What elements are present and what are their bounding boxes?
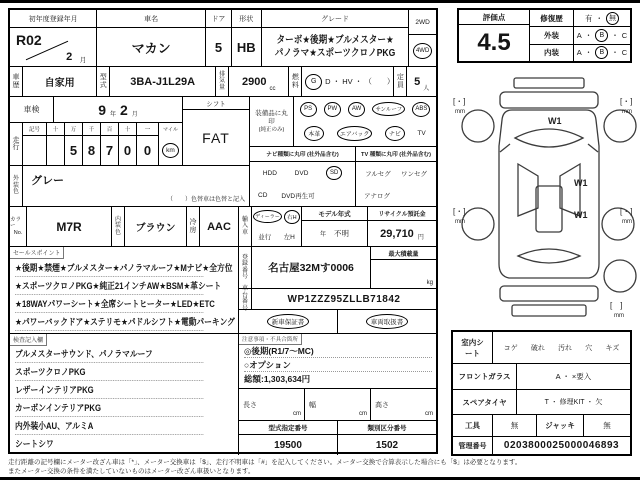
- mileage-row: [10, 123, 182, 165]
- recycle-value-wrap: [368, 221, 436, 246]
- tv-type-items: [356, 162, 436, 206]
- body-color-value: グレー: [31, 175, 64, 187]
- recycle-value: 29,710: [380, 227, 414, 240]
- ac-label: 冷房: [187, 207, 200, 246]
- payload-value-wrap: [371, 260, 436, 288]
- mileage-col-man: 万: [65, 123, 83, 135]
- rating-grades: [530, 10, 630, 61]
- shift-cell: [182, 97, 249, 165]
- equipment-label: 装備品に丸印: [255, 109, 288, 125]
- caution-line: ○オプション: [244, 358, 432, 372]
- registration-label: 登録番号: [239, 247, 252, 288]
- ac-value: AAC: [207, 220, 231, 233]
- model-code-cell: [97, 67, 216, 96]
- capacity-cell: [394, 67, 436, 96]
- recycle-cell: [368, 207, 436, 246]
- dimensions-row: [239, 389, 436, 421]
- tv-items-row1: [356, 162, 436, 184]
- w1-mark-front: W1: [548, 116, 562, 126]
- inspector-notes-box: [10, 334, 239, 455]
- displacement-number: 2900: [241, 75, 267, 88]
- displacement-unit: cc: [269, 86, 276, 92]
- nav-tv-headers: [250, 147, 436, 162]
- fuel-options: [302, 67, 393, 96]
- door-value: 5: [214, 39, 223, 55]
- fuel-other-options: D ・ HV ・ （ ）: [325, 77, 395, 86]
- capacity-label: 定員: [394, 67, 407, 96]
- height-unit: cm: [425, 411, 433, 417]
- vehicle-diagram: [452, 74, 640, 326]
- equipment-nav-block: [249, 97, 436, 206]
- nav-items-row1: [250, 162, 355, 184]
- repair-sep: ・: [595, 13, 603, 23]
- inspection-value: [54, 97, 182, 122]
- drive-4wd-wrap: [409, 35, 436, 66]
- footer-line1: 走行距離の記号欄にメーター改ざん車は「*」、メーター交換車は「$」、走行不明車は「#」を記入してください。メーター交換で合算表示した場合にも「$」は必要となります。: [8, 459, 522, 466]
- tools-row: [453, 415, 630, 437]
- mileage-digit-ju: 0: [119, 136, 137, 165]
- body-color-row: [10, 165, 249, 206]
- first-reg-month-unit: 月: [79, 57, 87, 64]
- model-code-value: 3BA-J1L29A: [130, 75, 196, 88]
- nav-sd-circled: SD: [326, 166, 342, 180]
- mileage-digit-ichi: 0: [143, 143, 152, 158]
- inspection-year: 9: [98, 101, 106, 118]
- color-block: [10, 207, 239, 246]
- import-rh-circled: 右H: [284, 210, 300, 224]
- jack-value: 無: [603, 421, 611, 430]
- type-numbers-row: [239, 421, 436, 455]
- nav-cd: CD: [258, 191, 268, 199]
- car-name-value: マカン: [131, 40, 171, 56]
- interior-color-label: 内装色: [112, 207, 125, 246]
- inspection-year-unit: 年: [109, 112, 116, 118]
- seat-label: 室内シート: [453, 332, 493, 363]
- tv-analog: アナログ: [364, 192, 390, 200]
- sales-line: ★18WAYパワーシート★全席シートヒーター★LED★ETC: [15, 295, 203, 313]
- nav-type-items: [250, 162, 356, 206]
- payload-unit: kg: [426, 280, 433, 286]
- repair-history-label: 修復歴: [530, 10, 574, 26]
- model-code-label: 型式: [97, 67, 110, 96]
- shape-value: HB: [236, 39, 256, 55]
- length-label: 長さ: [243, 402, 257, 409]
- shape-label: 形状: [232, 10, 261, 28]
- equipment-items: [294, 97, 436, 146]
- chassis-value: WP1ZZZ95ZLLB71842: [287, 293, 401, 305]
- spec-row: [10, 66, 436, 96]
- tv-items-row2: [356, 184, 436, 206]
- body-color-label: 外装色: [10, 166, 23, 206]
- grade-label: グレード: [262, 10, 409, 28]
- mileage-header-row: [23, 123, 158, 136]
- right-mirror: [588, 144, 598, 152]
- mileage-digit-10man: [47, 136, 65, 165]
- import-dealer-circled: ディーラー: [253, 210, 282, 223]
- tv-oneseg: ワンセグ: [400, 170, 427, 178]
- color-no-value: M7R: [27, 207, 112, 246]
- mileage-col-10man: 十: [47, 123, 65, 135]
- cautions-dims-block: [239, 334, 436, 455]
- tread-unit-rr: mm: [622, 219, 632, 225]
- seat-condition-row: [453, 332, 630, 364]
- length-cell: [239, 389, 305, 420]
- center-console: [536, 186, 562, 232]
- exterior-sep2: ・: [611, 30, 619, 40]
- model-year-value-wrap: [302, 221, 367, 246]
- equipment-leather-circled: 本革: [304, 126, 324, 141]
- sales-registration-row: [10, 246, 436, 333]
- model-year-label: モデル年式: [302, 207, 367, 221]
- shape-cell: [232, 10, 262, 66]
- mileage-unit-mile: マイル: [163, 126, 178, 133]
- registration-cell: [239, 247, 371, 288]
- shift-label: シフト: [183, 97, 249, 110]
- score-value: 4.5: [477, 29, 511, 56]
- interior-b-circled: B: [595, 46, 608, 59]
- management-label: 管理番号: [453, 437, 493, 454]
- rating-box: [457, 8, 632, 63]
- spare-tire-value: T ・ 修理KIT ・ 欠: [544, 399, 603, 406]
- grade-line2: パノラマ★スポーツクロノPKG: [274, 48, 396, 59]
- chassis-label: 車台番号: [239, 289, 252, 309]
- first-reg-year: R02: [16, 32, 42, 48]
- shift-value: FAT: [202, 129, 230, 146]
- interior-color-value: ブラウン: [125, 207, 187, 246]
- inspector-line: ブルメスターサウンド、パノラマルーフ: [15, 345, 203, 363]
- title-row: [10, 10, 436, 66]
- rear-bumper: [500, 286, 598, 301]
- nav-type-header: ナビ種類に丸印 (社外品含む): [250, 147, 356, 161]
- tv-fullseg: フルセグ: [365, 170, 391, 178]
- equipment-items-row2: [294, 122, 436, 147]
- front-bumper: [500, 92, 598, 108]
- management-row: [453, 437, 630, 454]
- seat-scratch: キズ: [605, 344, 620, 352]
- inspector-notes-tab: 検査記入欄: [10, 334, 47, 346]
- width-cell: [305, 389, 371, 420]
- import-parallel: 並行: [258, 233, 272, 241]
- displacement-label: 排気量: [216, 67, 229, 96]
- sales-line: ★後期★禁煙★ブルメスター★パノラマルーフ★Mナビ★全方位: [15, 259, 203, 277]
- score-label: 評価点: [459, 10, 529, 25]
- mileage-unit-km-circled: km: [162, 143, 179, 158]
- equipment-label-sub: (純正のみ): [258, 126, 285, 133]
- inspector-line: カーボンインテリアPKG: [15, 399, 203, 417]
- equipment-abs-circled: ABS: [412, 102, 430, 117]
- tread-mark-fl: [・]: [453, 97, 466, 106]
- payload-label: 最大積載量: [371, 247, 436, 260]
- mileage-grid: [23, 123, 158, 165]
- interior-c: C: [621, 48, 628, 58]
- model-year-unit: 年: [319, 232, 326, 238]
- body-color-cell: [23, 166, 249, 206]
- height-label: 高さ: [375, 402, 389, 409]
- windshield-label: フロントガラス: [453, 364, 517, 389]
- equipment-label-cell: [250, 97, 294, 146]
- right-door-panel: [560, 164, 580, 216]
- import-label: 輸入車: [239, 207, 252, 246]
- payload-cell: [371, 247, 436, 288]
- warranty-doc-wrap: [239, 310, 338, 333]
- tread-unit-fr: mm: [622, 109, 632, 115]
- width-unit: cm: [359, 411, 367, 417]
- rear-window: [518, 249, 580, 263]
- capacity-value: [407, 67, 436, 96]
- interior-sep2: ・: [611, 48, 619, 58]
- warranty-doc-circled: 新車保証書: [267, 314, 310, 329]
- tread-mark-fr: [・]: [620, 97, 633, 106]
- w1-mark-middle: W1: [574, 178, 588, 188]
- type-no-label: 型式指定番号: [239, 421, 337, 435]
- equipment-section: [250, 97, 436, 147]
- inspection-row: [10, 97, 182, 123]
- left-mirror: [500, 144, 510, 152]
- model-year-cell: [302, 207, 368, 246]
- condition-table: [451, 330, 632, 456]
- mileage-label: 走行: [10, 123, 23, 165]
- middle-left: [10, 97, 249, 206]
- displacement-value: [229, 67, 288, 96]
- color-no-label-2: No.: [13, 229, 23, 236]
- height-cell: [371, 389, 436, 420]
- exterior-sep1: ・: [584, 30, 593, 40]
- inspector-line: スポーツクロノPKG: [15, 363, 203, 381]
- exterior-grade-value: [574, 27, 630, 43]
- fuel-cell: [289, 67, 394, 96]
- nav-items-row2: [250, 184, 355, 206]
- interior-grade-label: 内装: [530, 45, 574, 61]
- spare-tire-row: [453, 390, 630, 415]
- car-name-label: 車名: [97, 10, 205, 28]
- top-border-rule: [0, 0, 640, 3]
- sales-line: ★スポーツクロノPKG★純正21インチAW★BSM★革シート: [15, 277, 203, 295]
- first-registration-cell: [10, 10, 97, 66]
- inspection-mileage-shift: [10, 97, 249, 165]
- mileage-unit-cell: [158, 123, 182, 165]
- type-no-value: 19500: [274, 439, 302, 451]
- seat-burn: コゲ: [503, 344, 518, 352]
- equipment-navi-circled: ナビ: [385, 126, 405, 141]
- repair-yes: 有: [585, 13, 593, 23]
- score-cell: [459, 10, 530, 61]
- documents-row: [239, 310, 436, 333]
- main-table: [8, 8, 438, 454]
- manual-doc-wrap: [338, 310, 436, 333]
- mileage-col-hyaku: 百: [101, 123, 119, 135]
- chassis-row: [239, 286, 436, 312]
- tread-unit-fl: mm: [455, 109, 465, 115]
- import-row2: [252, 227, 301, 247]
- seat-items: [493, 332, 630, 363]
- drive-4wd-circled: 4WD: [413, 43, 432, 59]
- mileage-digit-row: [23, 136, 158, 165]
- inspector-line: シートシワ: [15, 439, 54, 449]
- color-no-label: [10, 207, 27, 246]
- interior-sep1: ・: [584, 48, 593, 58]
- sales-points-box: [10, 247, 239, 333]
- color-no-label-1: カラー: [10, 216, 22, 230]
- door-cell: [206, 10, 232, 66]
- spare-tire-label: スペアタイヤ: [453, 390, 517, 414]
- fuel-label: 燃料: [289, 67, 302, 96]
- first-registration-label: 初年度登録年月: [10, 10, 96, 28]
- footer-notes: [8, 458, 632, 476]
- history-cell: [10, 67, 97, 96]
- mileage-col-ju: 十: [119, 123, 137, 135]
- interior-grade-value: [574, 45, 630, 61]
- manual-doc-circled: 車両取扱書: [366, 314, 409, 329]
- inspection-month-unit: 月: [131, 112, 138, 118]
- inspection-label: 車検: [10, 97, 54, 122]
- bottom-block: [10, 333, 436, 455]
- tread-unit-rl: mm: [455, 219, 465, 225]
- inspector-line: レザーインテリアPKG: [15, 381, 203, 399]
- nav-hdd: HDD: [262, 169, 277, 177]
- inspection-mileage: [10, 97, 182, 165]
- windshield: [515, 129, 583, 147]
- left-door-panel: [518, 164, 538, 216]
- mileage-unit-km-wrap: [159, 135, 182, 165]
- tools-label: 工具: [453, 415, 493, 436]
- mileage-digit-kigo: [23, 136, 47, 165]
- rear-left-wheel: [462, 208, 494, 240]
- cautions-box: [239, 334, 436, 389]
- exterior-grade-row: [530, 27, 630, 44]
- mileage-digit-hyaku: 7: [101, 136, 119, 165]
- middle-block: [10, 96, 436, 206]
- seat-tear: 破れ: [530, 344, 545, 352]
- rear-lower-panel: [512, 305, 586, 316]
- exterior-b-circled: B: [595, 29, 608, 42]
- displacement-cell: [216, 67, 289, 96]
- import-options: [252, 207, 301, 246]
- mileage-col-ichi: 一: [144, 127, 151, 133]
- car-body-outline: [499, 110, 599, 278]
- interior-a: A: [576, 48, 582, 58]
- registration-value: 名古屋32Mす0006: [268, 262, 354, 274]
- grade-value: [262, 28, 409, 66]
- spare-wheel: [604, 260, 636, 292]
- inspection-month: 2: [120, 101, 128, 118]
- tread-mark-spare: [ ]: [610, 301, 623, 310]
- history-value: 自家用: [44, 78, 75, 89]
- tread-mark-rl: [・]: [453, 207, 466, 216]
- recycle-unit: 円: [417, 235, 424, 241]
- jack-label: ジャッキ: [537, 415, 584, 436]
- type-no-cell: [239, 421, 338, 455]
- recycle-label: リサイクル預託金: [368, 207, 436, 221]
- sales-points-tab: セールスポイント: [10, 247, 64, 259]
- fuel-selected-circled: G: [305, 74, 322, 90]
- grade-line1: ターボ★後期★ブルメスター★: [276, 35, 394, 46]
- nav-dvd-play: DVD再生可: [281, 192, 315, 200]
- w1-mark-rear: W1: [574, 210, 588, 220]
- mileage-digit-man: 5: [65, 136, 83, 165]
- class-no-value: 1502: [375, 439, 399, 451]
- history-label: 車歴: [10, 67, 23, 96]
- nav-dvd: DVD: [294, 169, 309, 177]
- caution-line: 総額:1,303,634円: [244, 374, 311, 384]
- class-no-cell: [338, 421, 436, 455]
- drive-2wd: 2WD: [409, 10, 436, 35]
- interior-grade-row: [530, 45, 630, 61]
- footer-line2: またメーター交換の条件を満たしていないものはメーター改ざん車扱いとなります。: [8, 468, 255, 475]
- equipment-items-row1: [294, 97, 436, 122]
- seat-hole: 穴: [585, 344, 593, 352]
- color-import-row: [10, 206, 436, 246]
- front-left-wheel: [462, 110, 494, 142]
- import-lh: 左H: [283, 233, 295, 241]
- exterior-c: C: [621, 30, 628, 40]
- import-cell: [239, 207, 302, 246]
- caution-line: ◎後期(R1/7～MC): [244, 344, 432, 358]
- repair-no-circled: 無: [606, 12, 619, 25]
- mileage-col-sen: 千: [83, 123, 101, 135]
- first-reg-month: 2: [66, 51, 73, 63]
- repair-history-row: [530, 10, 630, 27]
- tread-mark-rr: [・]: [620, 207, 633, 216]
- management-value: 0203800025000046893: [503, 440, 620, 451]
- car-name-cell: [97, 10, 206, 66]
- capacity-unit: 人: [423, 86, 430, 92]
- tread-unit-spare: mm: [614, 313, 624, 319]
- registration-block: [239, 247, 436, 333]
- windshield-row: [453, 364, 630, 390]
- model-year-value: 不明: [334, 229, 349, 238]
- mileage-digit-sen: 8: [83, 136, 101, 165]
- drive-cell: [409, 10, 436, 66]
- capacity-number: 5: [414, 75, 421, 88]
- repair-history-value: [574, 10, 630, 26]
- mileage-col-kigo: 記号: [23, 123, 47, 135]
- equipment-tv: TV: [417, 130, 426, 138]
- door-label: ドア: [206, 10, 231, 28]
- windshield-value: A ・ ×要入: [555, 372, 592, 381]
- inspector-line: 内外装小AU、アルミA: [15, 417, 203, 435]
- registration-row: [239, 247, 436, 289]
- equipment-airbag-circled: エアバック: [337, 126, 373, 141]
- equipment-sunroof-circled: サンルーフ: [372, 102, 405, 116]
- grade-cell: [262, 10, 410, 66]
- equipment-aw-circled: AW: [348, 102, 365, 117]
- width-label: 幅: [309, 402, 316, 409]
- nav-tv-items: [250, 162, 436, 206]
- length-unit: cm: [293, 411, 301, 417]
- tools-value: 無: [493, 415, 537, 436]
- equipment-ps-circled: PS: [300, 102, 317, 117]
- exterior-grade-label: 外装: [530, 27, 574, 43]
- first-registration-value: [10, 28, 96, 66]
- seat-stain: 汚れ: [558, 344, 573, 352]
- equipment-pw-circled: PW: [324, 102, 341, 117]
- sales-line: ★パワーバックドア★ステリモ★パドルシフト★電動パーキング: [15, 313, 203, 331]
- front-roofline: [514, 78, 584, 88]
- exterior-a: A: [576, 30, 582, 40]
- class-no-label: 類別区分番号: [338, 421, 436, 435]
- cautions-tab: 注意事項・不具合箇所: [239, 334, 302, 345]
- body-color-note: （ ）色替車は色替と記入: [166, 197, 245, 203]
- import-row1: [252, 207, 301, 227]
- tv-type-header: TV 種類に丸印 (社外品含む): [361, 152, 431, 158]
